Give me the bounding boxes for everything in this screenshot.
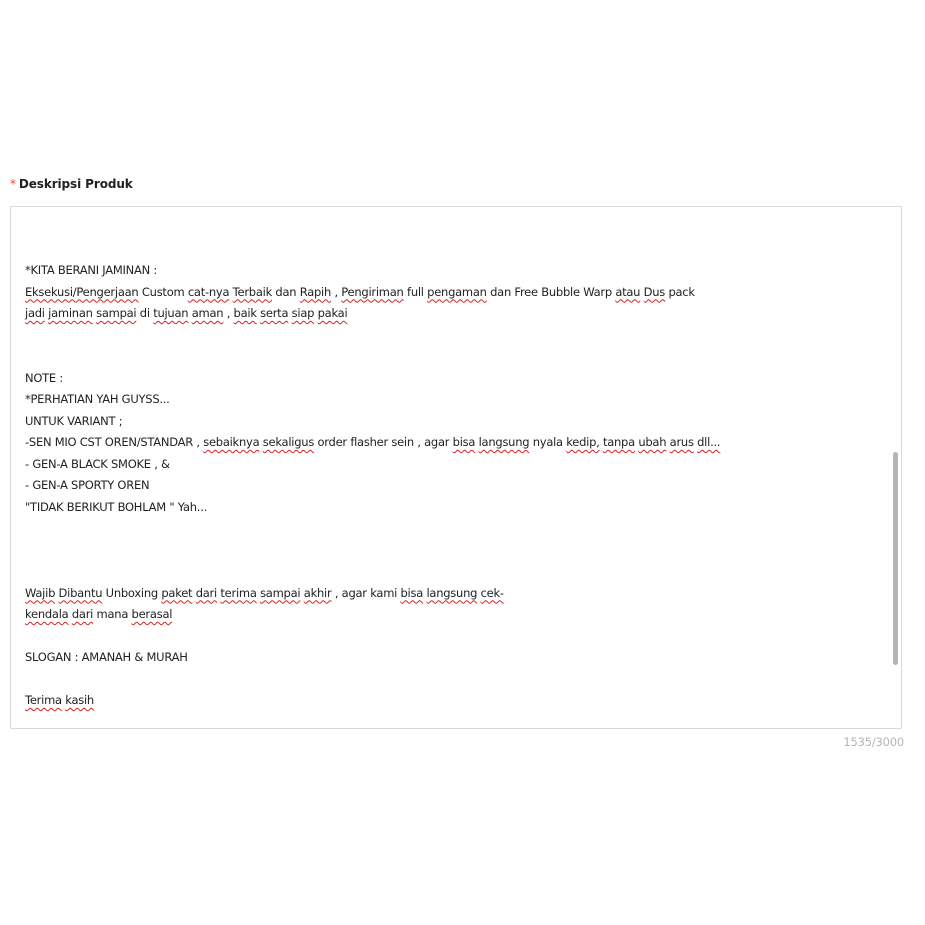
char-counter: 1535/3000 bbox=[843, 735, 904, 749]
description-line: SLOGAN : AMANAH & MURAH bbox=[25, 650, 188, 664]
description-line: Terima kasih bbox=[25, 693, 94, 707]
description-line: *PERHATIAN YAH GUYSS... bbox=[25, 392, 170, 406]
description-line: Wajib Dibantu Unboxing paket dari terima sampai akhir , agar kami bisa langsung cek- bbox=[25, 585, 504, 600]
description-line bbox=[25, 346, 881, 368]
description-line: UNTUK VARIANT ; bbox=[25, 413, 123, 428]
description-line bbox=[25, 325, 881, 347]
description-label bbox=[10, 177, 133, 191]
description-line: *KITA BERANI JAMINAN : bbox=[25, 263, 158, 277]
description-line bbox=[25, 540, 881, 562]
description-line: -SEN MIO CST OREN/STANDAR , sebaiknya sekaligus order flasher sein , agar bisa langsung nyala kedip, tanpa ubah arus dll... bbox=[25, 435, 721, 449]
textarea-scrollbar[interactable] bbox=[893, 209, 899, 726]
required-mark: * bbox=[10, 177, 16, 191]
description-line: - GEN-A SPORTY OREN bbox=[25, 478, 150, 492]
description-line bbox=[25, 669, 881, 691]
description-line bbox=[25, 626, 881, 648]
description-line: "TIDAK BERIKUT BOHLAM " Yah... bbox=[25, 499, 208, 514]
description-textarea[interactable] bbox=[10, 206, 902, 729]
description-line: jadi jaminan sampai di tujuan aman , baik serta siap pakai bbox=[25, 306, 348, 320]
description-line: NOTE : bbox=[25, 370, 63, 385]
description-label-text: Deskripsi Produk bbox=[18, 177, 133, 191]
description-text[interactable] bbox=[25, 260, 881, 712]
description-line: - GEN-A BLACK SMOKE , & bbox=[25, 456, 170, 471]
textarea-scrollbar-thumb[interactable] bbox=[893, 452, 898, 665]
description-line: Eksekusi/Pengerjaan Custom cat-nya Terbaik dan Rapih , Pengiriman full pengaman dan Free Bubble Warp atau Dus pack bbox=[25, 284, 695, 299]
description-line bbox=[25, 518, 881, 540]
description-line: kendala dari mana berasal bbox=[25, 607, 173, 621]
description-line bbox=[25, 561, 881, 583]
